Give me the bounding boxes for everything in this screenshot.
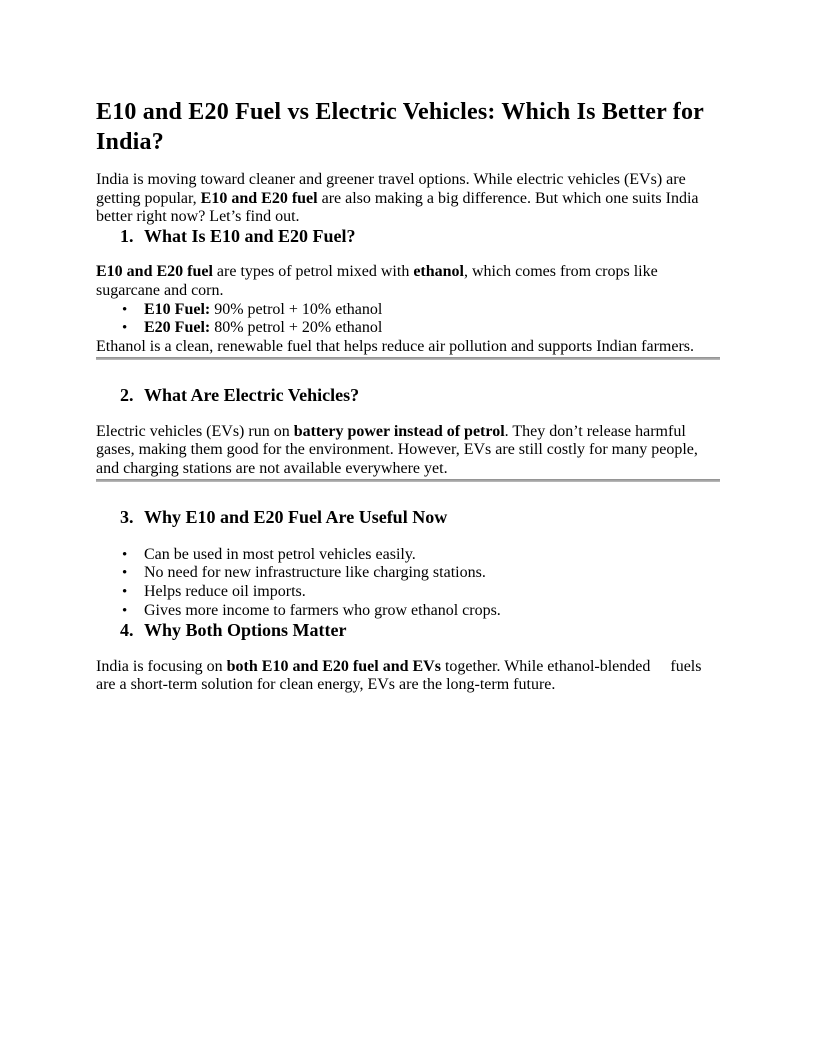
document-title: E10 and E20 Fuel vs Electric Vehicles: Which Is Better for India? [96, 99, 704, 155]
section-3-bullet-list [96, 546, 720, 621]
section-divider [96, 357, 720, 360]
list-item-text: Helps reduce oil imports. [144, 583, 306, 601]
section-4-heading [96, 621, 720, 640]
bullet-icon: • [122, 584, 128, 601]
section-1-number: 1. [120, 226, 134, 247]
section-1-closing-paragraph: Ethanol is a clean, renewable fuel that helps reduce air pollution and supports Indian farmers. [96, 337, 695, 355]
section-4-number: 4. [120, 619, 134, 640]
list-item [122, 583, 720, 602]
list-item-text: No need for new infrastructure like charging stations. [144, 564, 486, 582]
bullet-icon: • [122, 546, 128, 563]
list-item [122, 300, 720, 320]
section-4-paragraph: India is focusing on both E10 and E20 fuel and EVs together. While ethanol-blended fuels are a short-term solution for clean energy, EVs are the long-term future. [96, 657, 702, 694]
list-item-text: Can be used in most petrol vehicles easily. [144, 545, 416, 563]
bullet-icon: • [122, 602, 128, 619]
bullet-icon: • [122, 565, 128, 582]
section-2-paragraph: Electric vehicles (EVs) run on battery power instead of petrol. They don’t release harmful gases, making them good for the environment. However, EVs are still costly for many people, and charging stations are not available everywhere yet. [96, 422, 698, 478]
bullet-icon: • [122, 301, 128, 318]
list-item [122, 601, 720, 621]
section-1-title: What Is E10 and E20 Fuel? [144, 226, 356, 247]
section-1-bullet-list [96, 301, 720, 338]
section-3-number: 3. [120, 506, 134, 527]
section-2-number: 2. [120, 384, 134, 405]
list-item-text: Gives more income to farmers who grow ethanol crops. [144, 601, 501, 619]
section-3-heading [96, 508, 720, 527]
list-item-text: E10 Fuel: 90% petrol + 10% ethanol [144, 300, 383, 318]
section-divider [96, 479, 720, 482]
list-item [122, 564, 720, 583]
section-2-heading [96, 386, 720, 405]
section-1-paragraph: E10 and E20 fuel are types of petrol mixed with ethanol, which comes from crops like sugarcane and corn. [96, 263, 658, 299]
section-2-title: What Are Electric Vehicles? [144, 384, 360, 405]
section-1-heading [96, 227, 720, 246]
section-4-title: Why Both Options Matter [144, 619, 347, 640]
list-item [122, 545, 720, 565]
list-item [122, 319, 720, 338]
section-3-title: Why E10 and E20 Fuel Are Useful Now [144, 506, 448, 527]
bullet-icon: • [122, 320, 128, 337]
list-item-text: E20 Fuel: 80% petrol + 20% ethanol [144, 319, 383, 337]
intro-paragraph: India is moving toward cleaner and greener travel options. While electric vehicles (EVs) are getting popular, E10 and E20 fuel are also making a big difference. But which one suits India better right now? Let’s find out. [96, 171, 699, 226]
